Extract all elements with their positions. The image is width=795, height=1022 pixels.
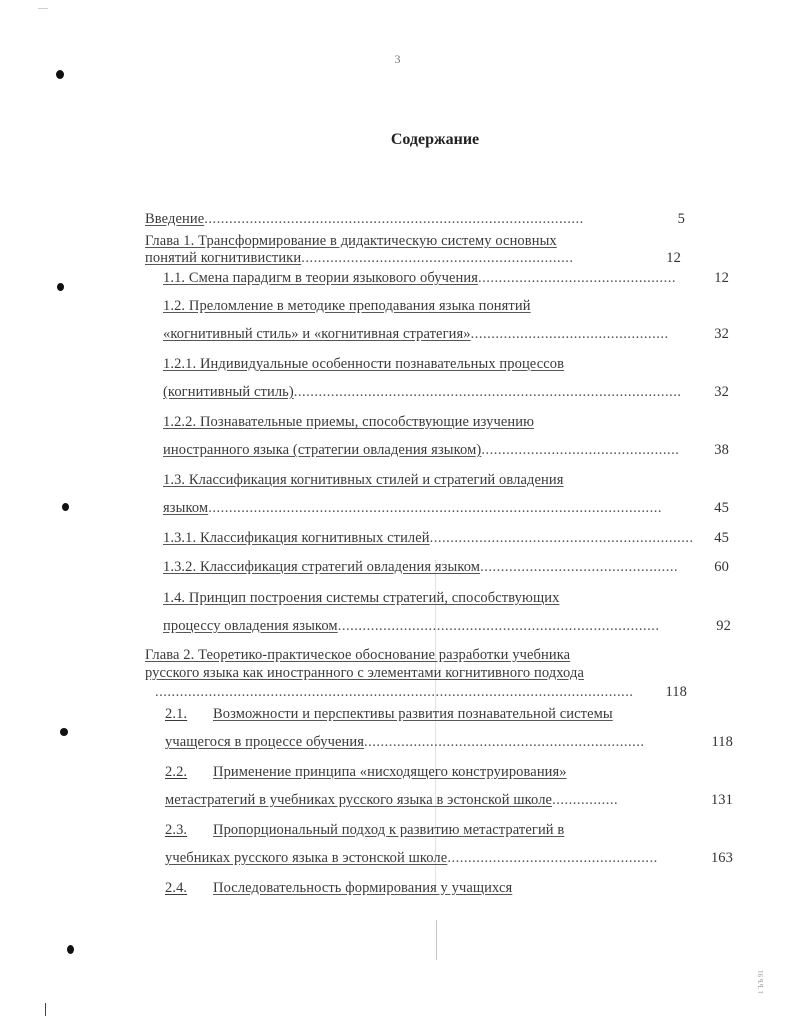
toc-line [155,684,687,701]
toc-leader-dots: .................................................................. [301,250,574,266]
scan-mark [38,8,48,9]
toc-leader-dots: ............................................................................................ [204,211,584,227]
scan-artifact [436,920,437,960]
toc-line [165,822,564,839]
toc-entry-text: 1.1. Смена парадигм в теории языкового обучения [163,270,479,286]
toc-leader-dots: ................ [552,792,619,808]
toc-entry-text: процессу овладения языком [163,618,338,634]
scan-artifact [45,1003,46,1016]
toc-page-number: 5 [677,211,685,227]
toc-line [145,665,584,682]
toc-leader-dots: .............................................................................................. [293,384,682,400]
toc-entry-text: Глава 1. Трансформирование в дидактическую систему основных [145,233,557,249]
toc-entry-text: Возможности и перспективы развития познавательной системы [213,706,613,722]
toc-line [145,211,685,228]
toc-entry-text: языком [163,500,209,516]
toc-line [145,647,570,664]
toc-page-number: 118 [665,684,687,700]
binding-hole-mark [57,283,64,291]
toc-line [163,472,564,489]
toc-entry-text: иностранного языка (стратегии овладения языком) [163,442,482,458]
toc-line [163,298,531,315]
binding-hole-mark [60,728,68,736]
toc-entry-text: (когнитивный стиль) [163,384,294,400]
toc-page-number: 45 [714,500,729,516]
toc-line [163,618,731,635]
toc-entry-text: метастратегий в учебниках русского языка в эстонской школе [165,792,553,808]
toc-line [163,270,729,287]
toc-leader-dots: ................................................ [478,270,677,286]
toc-leader-dots: ................................................ [470,326,669,342]
toc-page-number: 38 [714,442,729,458]
toc-line [163,530,729,547]
toc-section-number: 2.1. [165,706,188,722]
toc-line [165,734,733,751]
toc-line [165,850,733,867]
toc-section-number: 2.3. [165,822,188,838]
toc-leader-dots: ................................................... [447,850,658,866]
toc-page-number: 32 [714,384,729,400]
toc-line [163,326,729,343]
toc-line [145,233,557,250]
toc-line [165,880,512,897]
toc-page-number: 12 [666,250,681,266]
toc-entry-text: 1.3.2. Классификация стратегий овладения языком [163,559,481,575]
toc-page-number: 131 [710,792,733,808]
page-title: Содержание [390,131,480,148]
toc-line [165,792,733,809]
toc-page-number: 60 [714,559,729,575]
toc-line [165,706,613,723]
toc-line [165,764,567,781]
toc-section-number: 2.2. [165,764,188,780]
toc-page-number: 12 [714,270,729,286]
toc-leader-dots: .................................................................... [364,734,645,750]
toc-entry-text: 1.2. Преломление в методике преподавания языка понятий [163,298,531,314]
toc-line [163,559,729,576]
binding-hole-mark [56,70,64,79]
margin-note: 1 ЪЪ 91 [757,970,765,994]
toc-line [163,384,729,401]
toc-entry-text: 1.3. Классификация когнитивных стилей и стратегий овладения [163,472,564,488]
toc-leader-dots: ................................................................ [429,530,694,546]
binding-hole-mark [62,503,69,511]
toc-line [163,590,559,607]
toc-line [163,356,564,373]
toc-page-number: 118 [711,734,733,750]
scan-artifact [435,560,436,890]
toc-entry-text: 1.4. Принцип построения системы стратегий, способствующих [163,590,560,606]
toc-entry-text: понятий когнитивистики [145,250,302,266]
toc-entry-text: Применение принципа «нисходящего конструирования» [213,764,567,780]
toc-leader-dots: ................................................ [481,442,680,458]
toc-leader-dots: .............................................................................. [337,618,660,634]
toc-line [145,250,681,267]
page-number: 3 [394,52,401,66]
toc-entry-text: Пропорциональный подход к развитию метастратегий в [213,822,565,838]
toc-entry-text: «когнитивный стиль» и «когнитивная стратегия» [163,326,471,342]
toc-line [163,500,729,517]
toc-page-number: 45 [714,530,729,546]
toc-line [163,442,729,459]
toc-line [163,414,534,431]
toc-entry-text: 1.2.2. Познавательные приемы, способствующие изучению [163,414,535,430]
toc-leader-dots: ................................................ [480,559,679,575]
toc-page-number: 92 [716,618,731,634]
toc-entry-text: 1.2.1. Индивидуальные особенности познавательных процессов [163,356,565,372]
toc-page-number: 32 [714,326,729,342]
toc-section-number: 2.4. [165,880,188,896]
toc-leader-dots: .............................................................................................................. [208,500,662,516]
toc-entry-text: Глава 2. Теоретико-практическое обоснование разработки учебника [145,647,571,663]
toc-entry-text: Последовательность формирования у учащихся [213,880,513,896]
binding-hole-mark [67,945,74,954]
toc-entry-text: учащегося в процессе обучения [165,734,365,750]
toc-entry-text: Введение [145,211,205,227]
toc-leader-dots: .................................................................................................................... [155,684,634,700]
toc-page-number: 163 [710,850,733,866]
toc-entry-text: учебниках русского языка в эстонской школе [165,850,448,866]
toc-entry-text: 1.3.1. Классификация когнитивных стилей [163,530,430,546]
toc-entry-text: русского языка как иностранного с элементами когнитивного подхода [145,665,584,681]
